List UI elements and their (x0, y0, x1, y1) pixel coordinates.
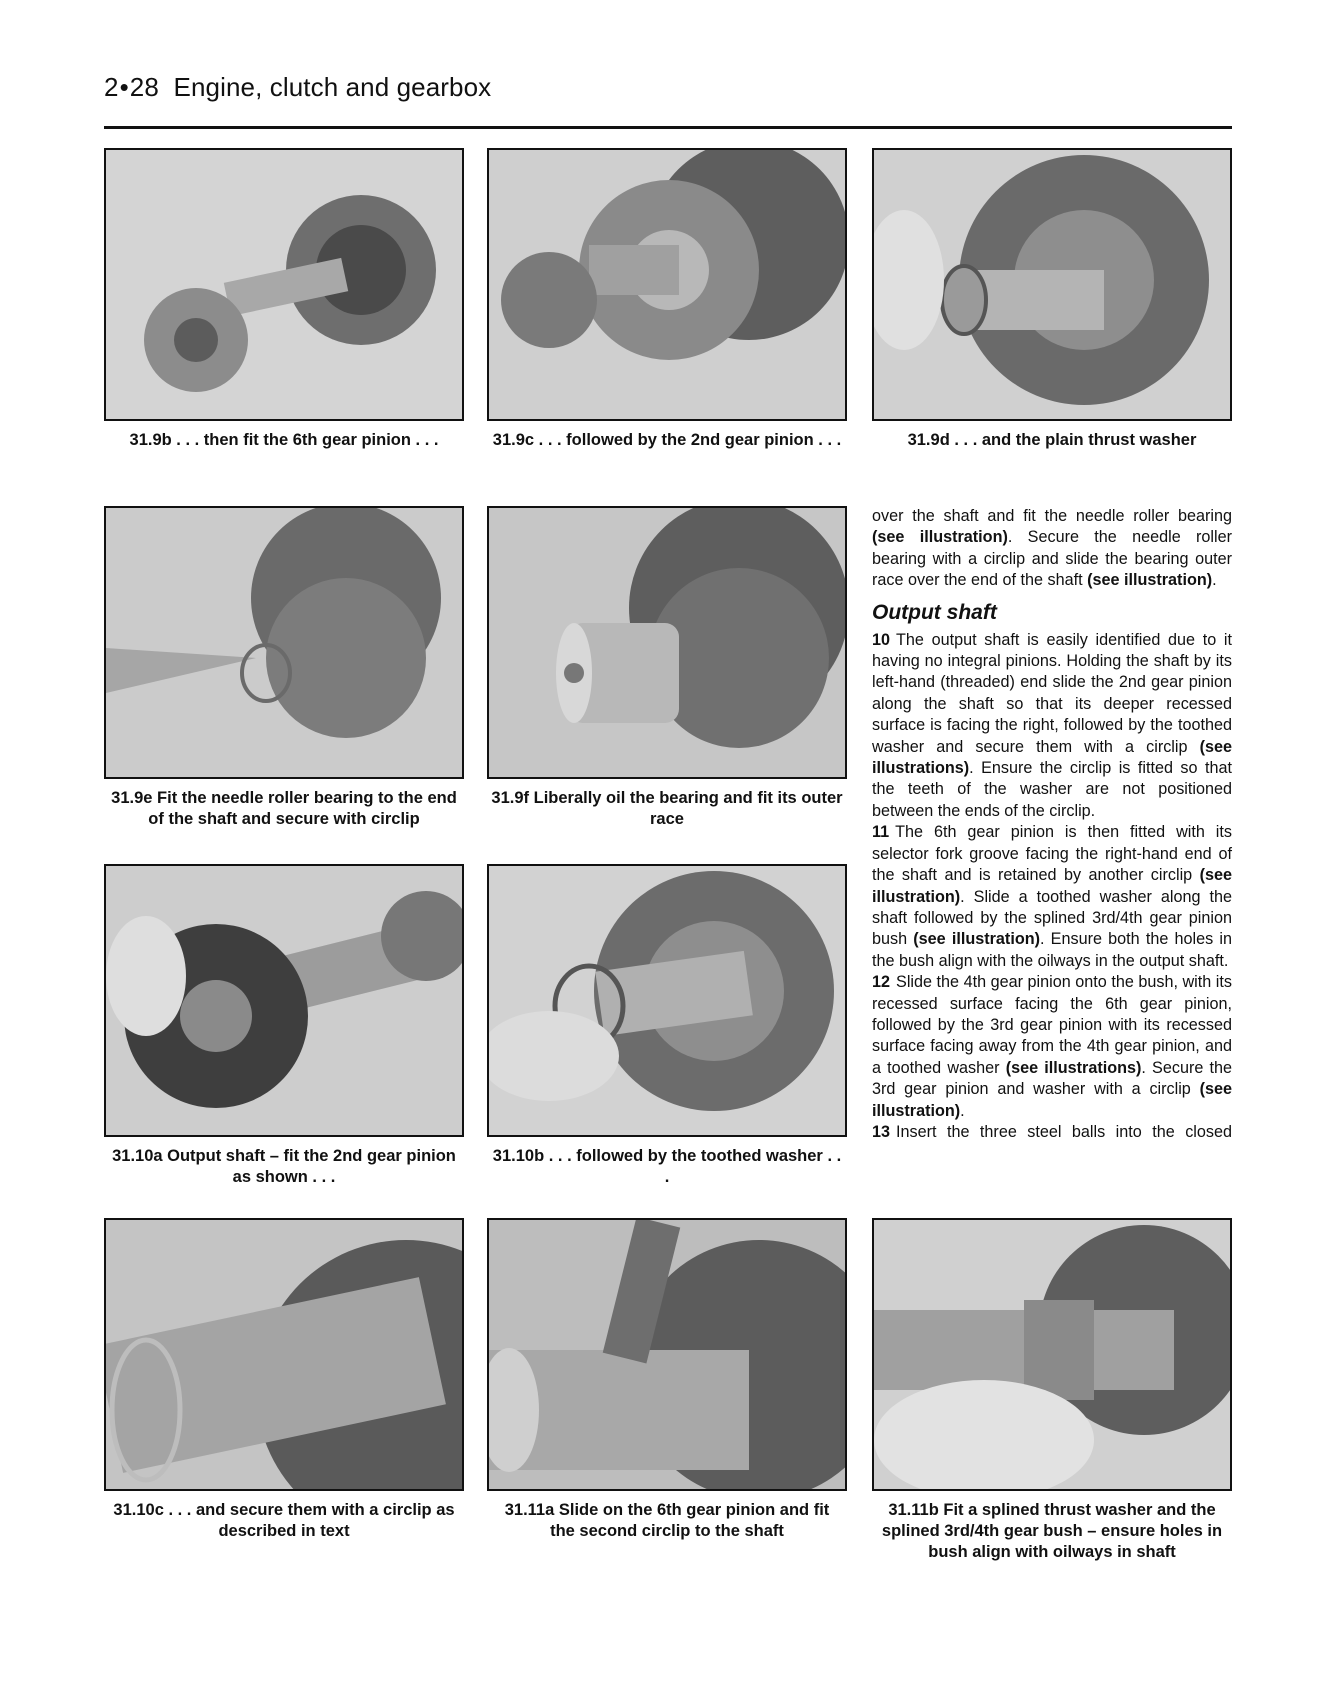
figure-31-11a (487, 1218, 847, 1542)
gear-illustration-icon (489, 150, 845, 419)
figure-caption: 31.9f Liberally oil the bearing and fit its outer race (491, 789, 843, 828)
paragraph-10: 10 The output shaft is easily identified due to it having no integral pinions. Holding the shaft by its left-hand (threaded) end slide the 2nd gear pinion along the shaft so that its deeper recessed surface is facing the right, followed by the toothed washer and secure them with a circlip (see illustrations). Ensure the circlip is fitted so that the teeth of the washer are not positioned between the ends of the circlip. (872, 630, 1232, 820)
paragraph-number: 13 (872, 1122, 891, 1141)
text-column (872, 506, 1232, 1143)
figure-caption: 31.9b . . . then fit the 6th gear pinion . . . (129, 431, 439, 449)
figure-31-9d (872, 148, 1232, 451)
gear-photo (487, 506, 847, 779)
see-illustration-ref: (see illustrations) (1005, 1058, 1142, 1077)
gear-photo (104, 506, 464, 779)
intro-paragraph: over the shaft and fit the needle roller bearing (see illustration). Secure the needle roller bearing with a circlip and slide the bearing outer race over the end of the shaft (see illustration). (872, 507, 1233, 590)
paragraph-12: 12 Slide the 4th gear pinion onto the bush, with its recessed surface facing the 6th gear pinion, followed by the 3rd gear pinion with its recessed surface facing away from the 4th gear pinion, and a toothed washer (see illustrations). Secure the 3rd gear pinion and washer with a circlip (see illustration). (872, 973, 1233, 1120)
figure-31-10a (104, 864, 464, 1188)
figure-caption: 31.9d . . . and the plain thrust washer (907, 431, 1197, 449)
figure-caption: 31.10c . . . and secure them with a circlip as described in text (113, 1501, 455, 1540)
gear-photo (487, 148, 847, 421)
gear-photo (487, 1218, 847, 1491)
figure-31-9e (104, 506, 464, 830)
gear-illustration-icon (106, 1220, 462, 1489)
gear-illustration-icon (106, 866, 462, 1135)
paragraph-number: 12 (872, 973, 891, 992)
gear-photo (872, 1218, 1232, 1491)
figure-31-9b (104, 148, 464, 451)
figure-31-9c (487, 148, 847, 451)
paragraph-13: 13 Insert the three steel balls into the closed (872, 1122, 1232, 1141)
figure-31-10c (104, 1218, 464, 1542)
chapter-title: Engine, clutch and gearbox (173, 72, 492, 102)
gear-illustration-icon (489, 866, 845, 1135)
gear-illustration-icon (489, 1220, 845, 1489)
figure-caption: 31.11a Slide on the 6th gear pinion and fit the second circlip to the shaft (504, 1501, 830, 1540)
gear-illustration-icon (106, 150, 462, 419)
chapter-number: 2 (104, 72, 119, 102)
gear-illustration-icon (106, 508, 462, 777)
figure-caption: 31.9c . . . followed by the 2nd gear pinion . . . (492, 431, 842, 449)
gear-photo (487, 864, 847, 1137)
figure-caption: 31.11b Fit a splined thrust washer and the splined 3rd/4th gear bush – ensure holes in bush align with oilways in shaft (881, 1501, 1223, 1561)
figure-31-9f (487, 506, 847, 830)
see-illustration-ref: (see illustration) (872, 1080, 1232, 1120)
paragraph-11: 11 The 6th gear pinion is then fitted with its selector fork groove facing the right-hand end of the shaft and is retained by another circlip (see illustration). Slide a toothed washer along the shaft followed by the splined 3rd/4th gear pinion bush (see illustration). Ensure both the holes in the bush align with the oilways in the output shaft. (872, 823, 1232, 970)
page-number: 28 (129, 72, 159, 102)
figure-31-10b (487, 864, 847, 1188)
see-illustration-ref: (see illustrations) (872, 737, 1232, 778)
gear-photo (104, 864, 464, 1137)
section-heading: Output shaft (872, 600, 997, 624)
paragraph-number: 11 (872, 823, 890, 842)
gear-illustration-icon (489, 508, 845, 777)
page-header (104, 72, 491, 102)
gear-photo (104, 148, 464, 421)
figure-caption: 31.10a Output shaft – fit the 2nd gear pinion as shown . . . (112, 1147, 456, 1186)
figure-caption: 31.9e Fit the needle roller bearing to the end of the shaft and secure with circlip (111, 789, 457, 828)
see-illustration-ref: (see illustration) (1087, 571, 1213, 590)
gear-illustration-icon (874, 150, 1230, 419)
paragraph-number: 10 (872, 630, 891, 649)
gear-photo (104, 1218, 464, 1491)
gear-illustration-icon (874, 1220, 1230, 1489)
see-illustration-ref: (see illustration) (913, 930, 1040, 949)
gear-photo (872, 148, 1232, 421)
figure-caption: 31.10b . . . followed by the toothed washer . . . (492, 1147, 842, 1186)
see-illustration-ref: (see illustration) (872, 528, 1008, 547)
bullet-separator: • (119, 72, 129, 102)
figure-31-11b (872, 1218, 1232, 1563)
see-illustration-ref: (see illustration) (872, 866, 1232, 906)
header-rule (104, 126, 1232, 129)
